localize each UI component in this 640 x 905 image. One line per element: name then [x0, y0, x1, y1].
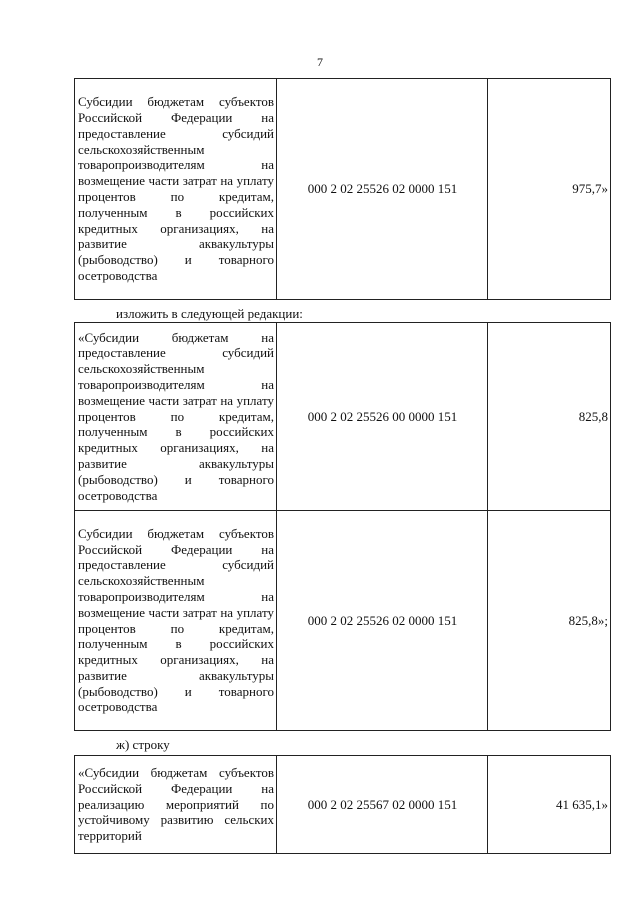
amount-cell: 975,7» — [488, 79, 611, 300]
budget-table-new-edition — [74, 322, 611, 731]
amount-cell: 825,8»; — [488, 511, 611, 731]
amount-cell: 41 635,1» — [488, 756, 611, 854]
subsidy-name-cell: Субсидии бюджетам субъектов Российской Федерации на предоставление субсидий сельскохозяйственным товаропроизводителям на возмещение части затрат на уплату процентов по кредитам, полученным в российских кредитных организациях, на развитие аквакультуры (рыбоводство) и товарного осетроводства — [75, 79, 277, 300]
table-row — [75, 323, 611, 511]
subsidy-name-cell: «Субсидии бюджетам субъектов Российской Федерации на реализацию мероприятий по устойчивому развитию сельских территорий — [75, 756, 277, 854]
clause-label: ж) строку — [116, 737, 170, 752]
table-row — [75, 756, 611, 854]
amount-cell: 825,8 — [488, 323, 611, 511]
subsidy-name-cell: Субсидии бюджетам субъектов Российской Федерации на предоставление субсидий сельскохозяйственным товаропроизводителям на возмещение части затрат на уплату процентов по кредитам, полученным в российских кредитных организациях, на развитие аквакультуры (рыбоводство) и товарного осетроводства — [75, 511, 277, 731]
budget-table-clause-zh — [74, 755, 611, 854]
budget-code-cell: 000 2 02 25567 02 0000 151 — [277, 756, 488, 854]
budget-code-cell: 000 2 02 25526 02 0000 151 — [277, 511, 488, 731]
budget-code-cell: 000 2 02 25526 02 0000 151 — [277, 79, 488, 300]
page-number: 7 — [317, 55, 323, 69]
instruction-text: изложить в следующей редакции: — [116, 306, 303, 321]
table-row — [75, 511, 611, 731]
subsidy-name-cell: «Субсидии бюджетам на предоставление субсидий сельскохозяйственным товаропроизводителям на возмещение части затрат на уплату процентов по кредитам, полученным в российских кредитных организациях, на развитие аквакультуры (рыбоводство) и товарного осетроводства — [75, 323, 277, 511]
budget-table-current — [74, 78, 611, 300]
table-row — [75, 79, 611, 300]
budget-code-cell: 000 2 02 25526 00 0000 151 — [277, 323, 488, 511]
